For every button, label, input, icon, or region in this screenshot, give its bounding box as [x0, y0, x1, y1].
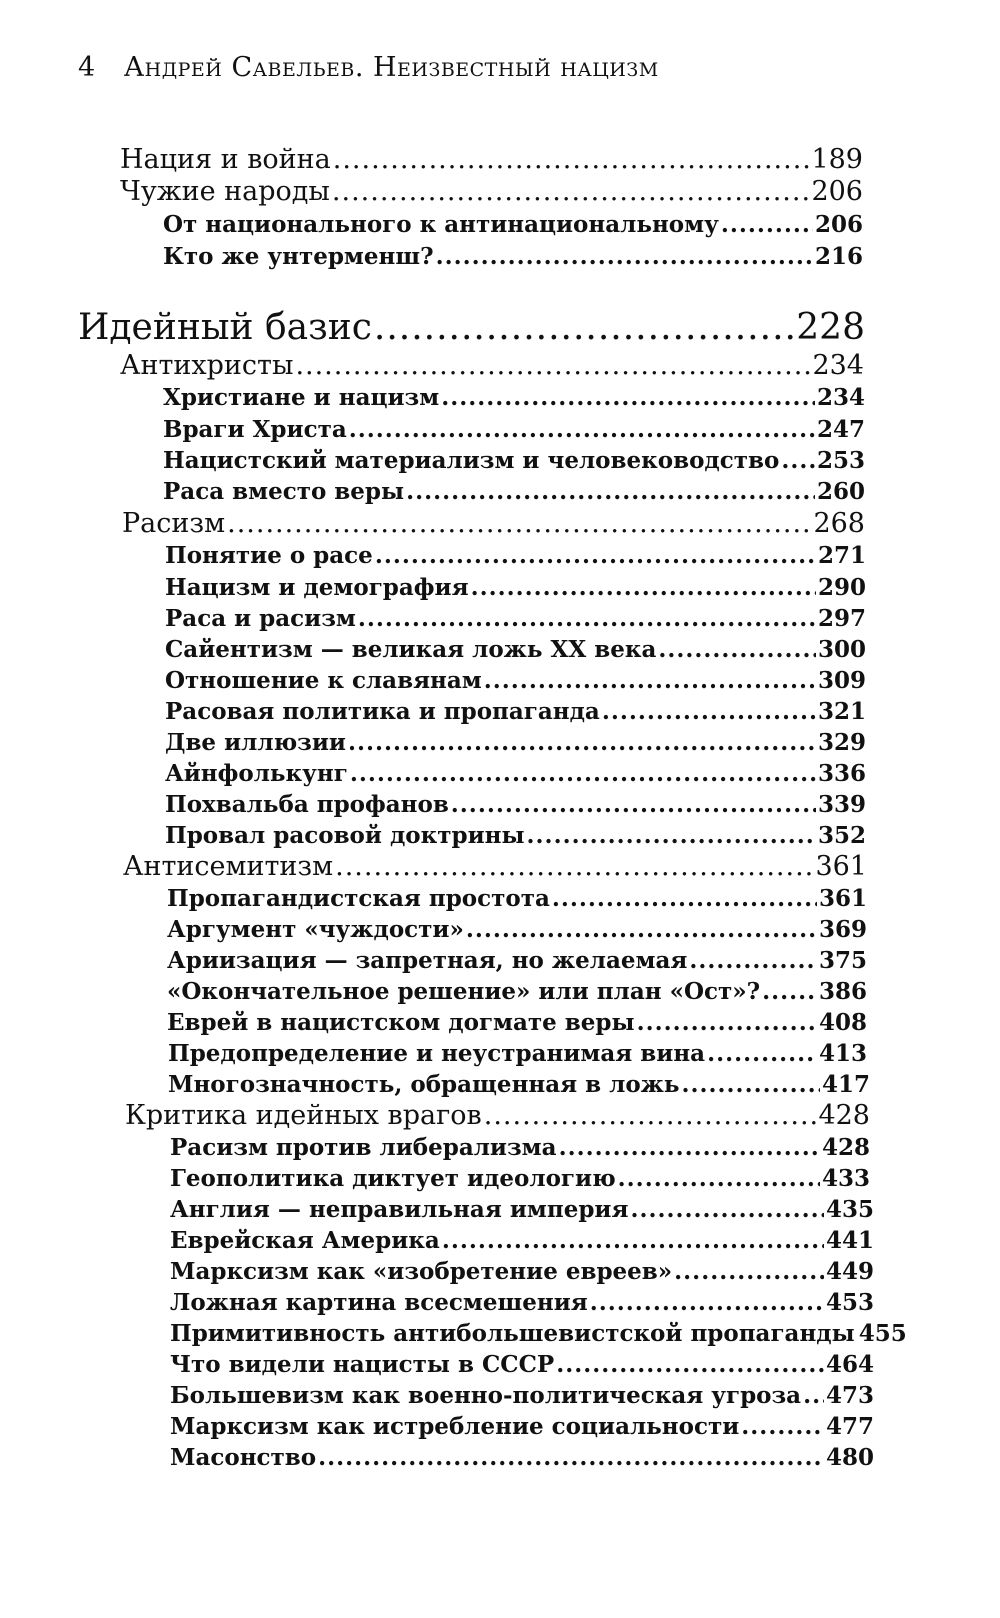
toc-entry-page: 428: [818, 1100, 870, 1131]
toc-entry: [165, 791, 866, 818]
toc-entry: [170, 1134, 870, 1161]
dot-leader: [781, 447, 815, 474]
toc-entry-title: Две иллюзии: [165, 729, 346, 756]
page-number: 4: [78, 52, 96, 83]
toc-entry-page: 206: [811, 176, 863, 207]
toc-entry-page: 361: [815, 851, 867, 882]
toc-entry-page: 433: [821, 1165, 870, 1192]
dot-leader: [618, 1165, 820, 1192]
toc-entry: [170, 1289, 874, 1316]
toc-entry-title: Предопределение и неустранимая вина: [168, 1040, 706, 1067]
toc-entry-page: 260: [816, 478, 865, 505]
dot-leader: [689, 947, 817, 974]
toc-entry-title: «Окончательное решение» или план «Ост»?: [167, 978, 761, 1005]
toc-entry-title: Отношение к славянам: [165, 667, 482, 694]
toc-entry: [163, 478, 865, 505]
dot-leader: [559, 1134, 820, 1161]
toc-entry: [170, 1351, 874, 1378]
toc-entry: [122, 508, 865, 539]
dot-leader: [556, 1351, 824, 1378]
dot-leader: [358, 605, 816, 632]
toc-entry: [170, 1165, 870, 1192]
toc-entry: [163, 243, 863, 270]
toc-entry: [165, 729, 866, 756]
toc-entry-page: 408: [818, 1009, 867, 1036]
toc-entry: [168, 1071, 870, 1098]
dot-leader: [471, 574, 816, 601]
dot-leader: [348, 729, 816, 756]
toc-entry-title: Геополитика диктует идеологию: [170, 1165, 616, 1192]
toc-entry-title: Пропагандистская простота: [167, 885, 550, 912]
toc-entry: [170, 1258, 874, 1285]
toc-entry: [120, 176, 863, 207]
toc-entry-page: 339: [817, 791, 866, 818]
toc-entry-page: 369: [818, 916, 867, 943]
dot-leader: [332, 176, 810, 207]
toc-entry-title: Аргумент «чуждости»: [167, 916, 464, 943]
toc-entry: [170, 1320, 907, 1347]
toc-entry-title: Расовая политика и пропаганда: [165, 698, 600, 725]
toc-entry: [163, 447, 865, 474]
toc-entry: [165, 574, 866, 601]
dot-leader: [350, 760, 816, 787]
toc-entry-page: 464: [825, 1351, 874, 1378]
toc-entry-title: Масонство: [170, 1444, 317, 1471]
toc-entry-page: 375: [818, 947, 867, 974]
toc-entry-title: Расизм: [122, 508, 226, 539]
toc-entry-title: Расизм против либерализма: [170, 1134, 557, 1161]
dot-leader: [335, 851, 813, 882]
toc-entry-title: Еврейская Америка: [170, 1227, 440, 1254]
dot-leader: [375, 542, 816, 569]
toc-entry-title: Сайентизм — великая ложь XX века: [165, 636, 657, 663]
toc-entry-page: 309: [817, 667, 866, 694]
toc-entry-title: Многозначность, обращенная в ложь: [168, 1071, 680, 1098]
dot-leader: [527, 822, 816, 849]
toc-entry-page: 455: [858, 1320, 907, 1347]
dot-leader: [484, 1100, 817, 1131]
running-title: Андрей Савельев. Неизвестный нацизм: [123, 52, 659, 83]
toc-entry-page: 361: [818, 885, 867, 912]
dot-leader: [590, 1289, 824, 1316]
toc-entry-page: 253: [816, 447, 865, 474]
toc-entry: [125, 1100, 870, 1131]
toc-entry: [165, 542, 866, 569]
toc-entry-title: Критика идейных врагов: [125, 1100, 482, 1131]
toc-entry-page: 268: [813, 508, 865, 539]
toc-entry-title: Нацистский материализм и человеководство: [163, 447, 780, 474]
toc-entry-page: 417: [821, 1071, 870, 1098]
dot-leader: [318, 1444, 824, 1471]
toc-entry-title: Раса и расизм: [165, 605, 356, 632]
toc-entry-title: Идейный базис: [78, 307, 372, 348]
dot-leader: [674, 1258, 824, 1285]
toc-entry-page: 435: [825, 1196, 874, 1223]
toc-entry-page: 449: [825, 1258, 874, 1285]
dot-leader: [451, 791, 816, 818]
dot-leader: [721, 211, 813, 238]
toc-entry-title: Марксизм как истребление социальности: [170, 1413, 740, 1440]
toc-entry: [123, 851, 867, 882]
toc-entry: [167, 947, 867, 974]
toc-entry: [167, 978, 867, 1005]
toc-entry-title: Айнфолькунг: [165, 760, 348, 787]
toc-entry: [163, 416, 865, 443]
toc-entry-page: 473: [825, 1382, 874, 1409]
toc-entry-title: Ариизация — запретная, но желаемая: [167, 947, 688, 974]
toc-entry: [163, 211, 863, 238]
toc-entry: [170, 1196, 874, 1223]
dot-leader: [630, 1196, 824, 1223]
toc-entry-title: От национального к антинациональному: [163, 211, 719, 238]
dot-leader: [295, 350, 810, 381]
dot-leader: [762, 978, 817, 1005]
toc-entry-page: 300: [817, 636, 866, 663]
toc-entry: [167, 885, 867, 912]
toc-entry: [168, 1040, 867, 1067]
toc-entry-title: Понятие о расе: [165, 542, 373, 569]
toc-entry-title: Англия — неправильная империя: [170, 1196, 629, 1223]
toc-entry: [165, 822, 866, 849]
toc-entry-page: 477: [825, 1413, 874, 1440]
toc-entry-page: 480: [825, 1444, 874, 1471]
dot-leader: [374, 307, 794, 348]
dot-leader: [741, 1413, 824, 1440]
dot-leader: [552, 885, 817, 912]
toc-entry-title: Похвальба профанов: [165, 791, 449, 818]
toc-entry-title: Христиане и нацизм: [163, 384, 440, 411]
toc-entry-page: 234: [812, 350, 864, 381]
toc-entry-title: Большевизм как военно-политическая угроза: [170, 1382, 802, 1409]
toc-entry-title: Антихристы: [120, 350, 294, 381]
toc-entry-title: Что видели нацисты в СССР: [170, 1351, 555, 1378]
toc-entry-page: 234: [816, 384, 865, 411]
toc-part-heading: [78, 307, 865, 348]
dot-leader: [707, 1040, 817, 1067]
dot-leader: [442, 1227, 824, 1254]
toc-entry-page: 189: [811, 144, 863, 175]
toc-entry: [170, 1444, 874, 1471]
toc-entry: [167, 1009, 867, 1036]
toc-entry-title: Нацизм и демография: [165, 574, 469, 601]
toc-entry-page: 329: [817, 729, 866, 756]
dot-leader: [682, 1071, 820, 1098]
toc-entry-title: Провал расовой доктрины: [165, 822, 525, 849]
dot-leader: [333, 144, 810, 175]
dot-leader: [658, 636, 816, 663]
dot-leader: [406, 478, 815, 505]
toc-entry-page: 228: [796, 307, 865, 348]
dot-leader: [227, 508, 811, 539]
dot-leader: [602, 698, 816, 725]
toc-entry-page: 413: [818, 1040, 867, 1067]
toc-entry-title: Раса вместо веры: [163, 478, 405, 505]
toc-entry-title: Враги Христа: [163, 416, 347, 443]
toc-entry: [170, 1413, 874, 1440]
toc-entry: [165, 605, 866, 632]
toc-entry: [165, 636, 866, 663]
toc-entry-page: 336: [817, 760, 866, 787]
toc-entry: [165, 760, 866, 787]
toc-entry-page: 290: [817, 574, 866, 601]
dot-leader: [466, 916, 817, 943]
dot-leader: [484, 667, 816, 694]
toc-entry-title: Нация и война: [120, 144, 331, 175]
toc-entry-page: 453: [825, 1289, 874, 1316]
toc-entry-page: 386: [818, 978, 867, 1005]
toc-entry-page: 428: [821, 1134, 870, 1161]
dot-leader: [436, 243, 813, 270]
toc-entry-title: Марксизм как «изобретение евреев»: [170, 1258, 673, 1285]
running-head: [78, 52, 659, 83]
dot-leader: [441, 384, 815, 411]
toc-entry: [170, 1227, 874, 1254]
toc-entry: [165, 698, 866, 725]
toc-entry-title: Кто же унтерменш?: [163, 243, 434, 270]
toc-entry-page: 216: [814, 243, 863, 270]
toc-entry-title: Чужие народы: [120, 176, 330, 207]
dot-leader: [637, 1009, 817, 1036]
toc-entry-page: 352: [817, 822, 866, 849]
toc-entry: [167, 916, 867, 943]
dot-leader: [803, 1382, 824, 1409]
toc-entry: [165, 667, 866, 694]
toc-entry: [120, 350, 864, 381]
toc-entry-page: 271: [817, 542, 866, 569]
toc-entry-page: 247: [816, 416, 865, 443]
toc-entry-title: Примитивность антибольшевистской пропаганды: [170, 1320, 855, 1347]
toc-entry: [163, 384, 865, 411]
toc-entry-page: 206: [814, 211, 863, 238]
toc-entry-page: 297: [817, 605, 866, 632]
toc-entry-title: Антисемитизм: [123, 851, 334, 882]
toc-entry-title: Ложная картина всесмешения: [170, 1289, 588, 1316]
toc-entry: [170, 1382, 874, 1409]
toc-entry-page: 321: [817, 698, 866, 725]
toc-entry-page: 441: [825, 1227, 874, 1254]
dot-leader: [349, 416, 815, 443]
toc-entry-title: Еврей в нацистском догмате веры: [167, 1009, 635, 1036]
toc-entry: [120, 144, 863, 175]
